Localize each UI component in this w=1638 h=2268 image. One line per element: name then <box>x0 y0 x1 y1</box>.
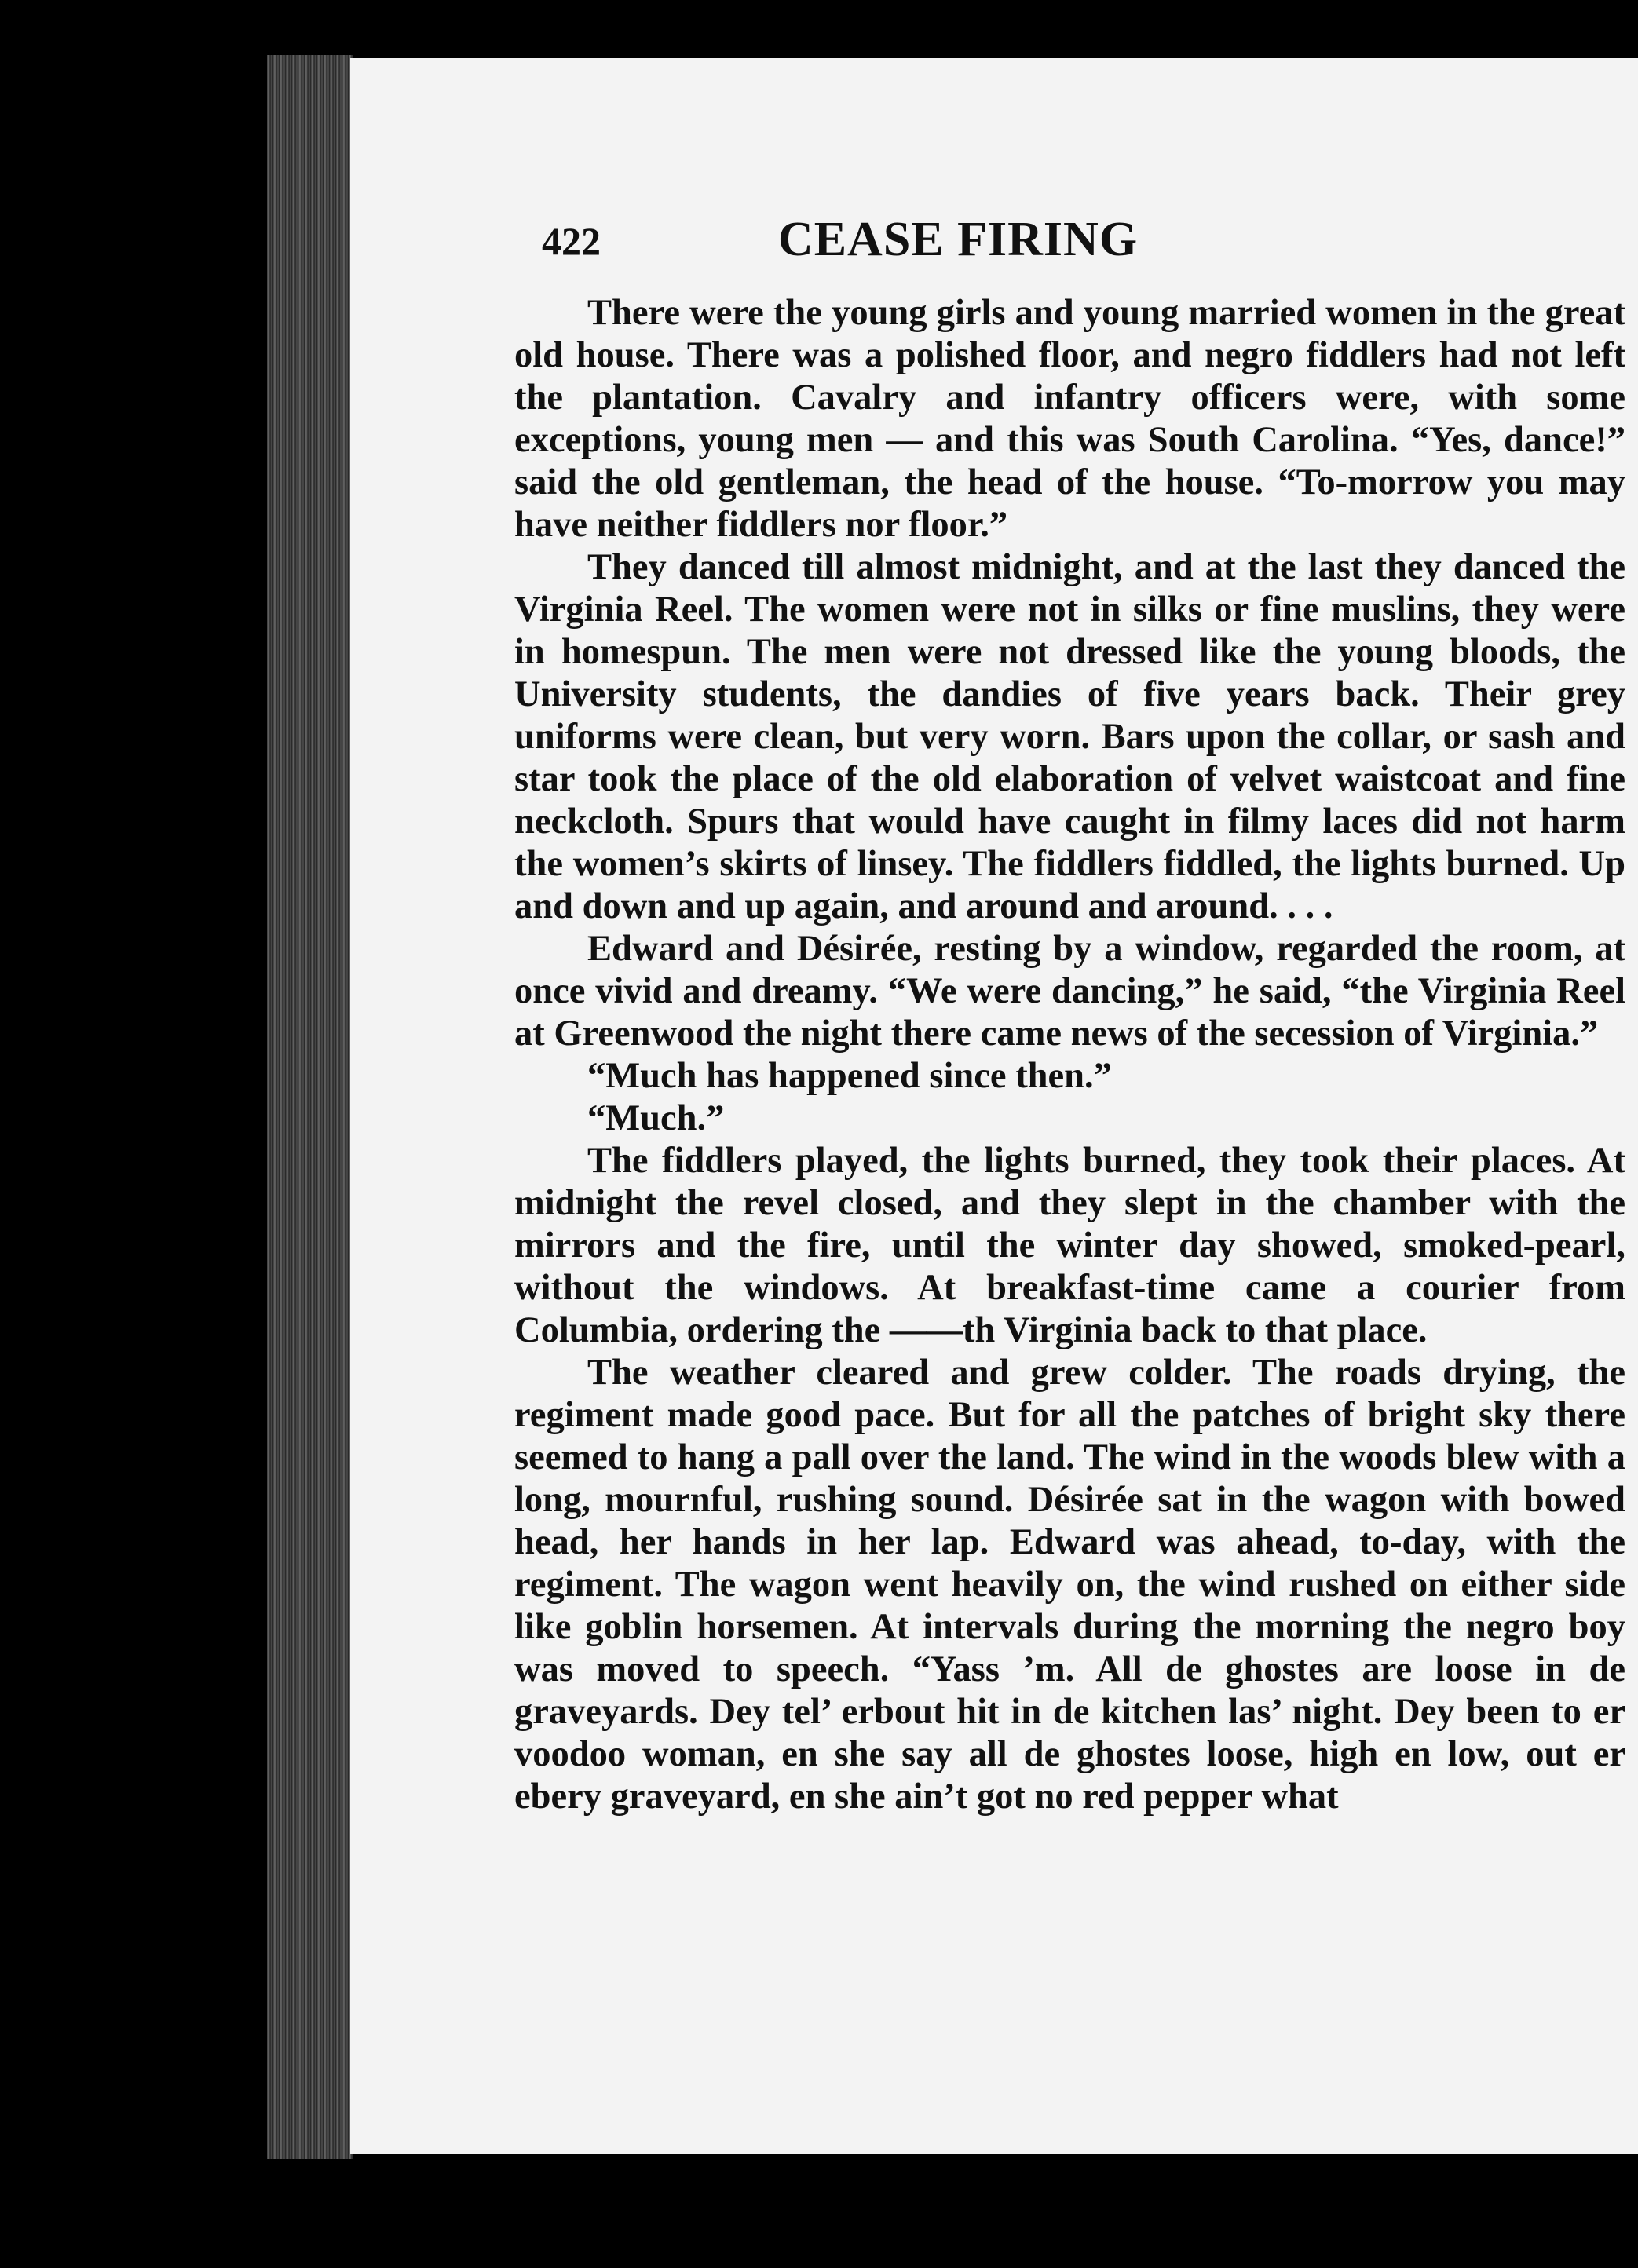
running-title: CEASE FIRING <box>777 213 1139 266</box>
paragraph: The fiddlers played, the lights burned, they took their places. At midnight the revel closed, and they slept in the chamber with the mirrors and the fire, until the winter day showed, smoked-pearl, without the windows. At breakfast-time came a courier from Columbia, ordering the ——th Virginia back to that place. <box>514 1141 1625 1350</box>
page-number: 422 <box>542 219 601 263</box>
paragraph: There were the young girls and young married women in the great old house. There was a polished floor, and negro fiddlers had not left the plantation. Cavalry and infantry officers were, with some exceptions, young men — and this was South Carolina. “Yes, dance!” said the old gentleman, the head of the house. “To-morrow you may have neither fiddlers nor floor.” <box>514 293 1625 545</box>
book-page-edges <box>267 55 353 2159</box>
page-body-text <box>514 292 1625 1818</box>
page-header <box>542 212 1374 275</box>
paragraph: Edward and Désirée, resting by a window, regarded the room, at once vivid and dreamy. “We were dancing,” he said, “the Virginia Reel at Greenwood the night there came news of the secession of Virginia.” <box>514 929 1625 1054</box>
paragraph: “Much has happened since then.” <box>587 1056 1112 1096</box>
paragraph: They danced till almost midnight, and at the last they danced the Virginia Reel. The women were not in silks or fine muslins, they were in homespun. The men were not dressed like the young bloods, the University students, the dandies of five years back. Their grey uniforms were clean, but very worn. Bars upon the collar, or sash and star took the place of the old elaboration of velvet waistcoat and fine neckcloth. Spurs that would have caught in filmy laces did not harm the women’s skirts of linsey. The fiddlers fiddled, the lights burned. Up and down and up again, and around and around. . . . <box>514 547 1625 926</box>
paragraph: The weather cleared and grew colder. The roads drying, the regiment made good pace. But for all the patches of bright sky there seemed to hang a pall over the land. The wind in the woods blew with a long, mournful, rushing sound. Désirée sat in the wagon with bowed head, her hands in her lap. Edward was ahead, to-day, with the regiment. The wagon went heavily on, the wind rushed on either side like goblin horsemen. At intervals during the morning the negro boy was moved to speech. “Yass ’m. All de ghostes are loose in de graveyards. Dey tel’ erbout hit in de kitchen las’ night. Dey been to er voodoo woman, en she say all de ghostes loose, high en low, out er ebery graveyard, en she ain’t got no red pepper what <box>514 1353 1625 1817</box>
paragraph: “Much.” <box>587 1098 725 1138</box>
